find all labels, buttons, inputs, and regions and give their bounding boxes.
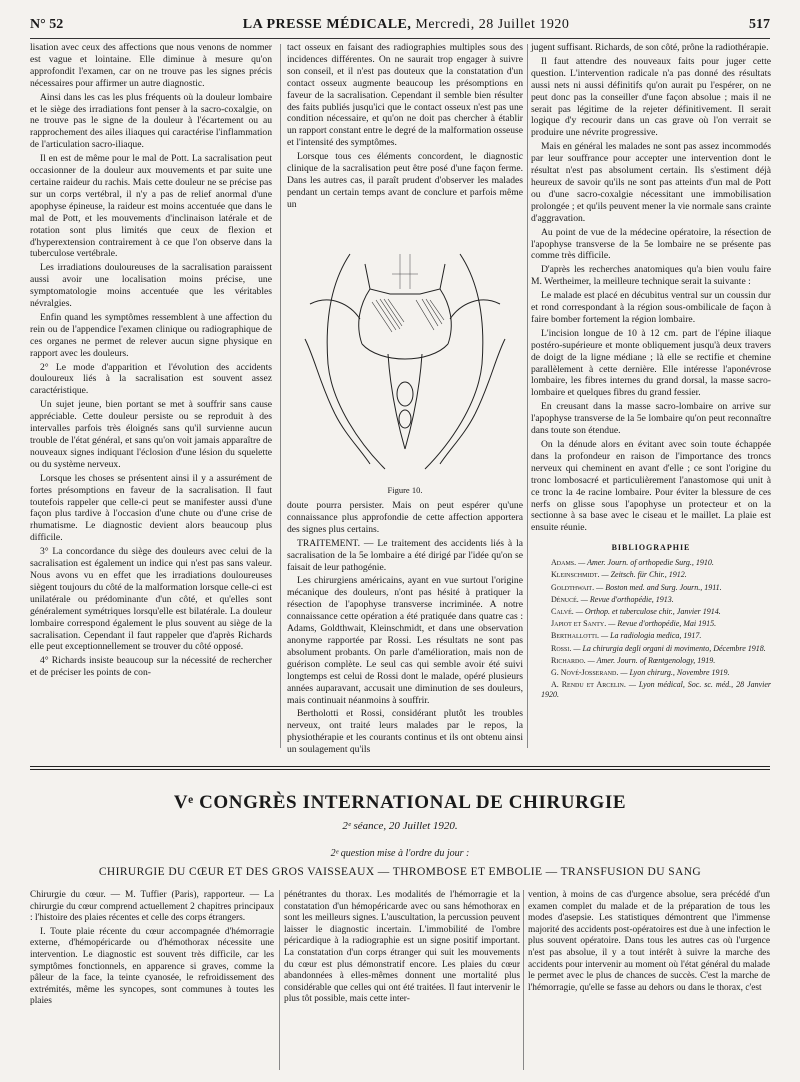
paragraph: pénétrantes du thorax. Les modalités de l'hémorragie et la constatation d'un hémopéricarde avec ou sans hémothorax en sont les meilleurs signes. L'auscultation, la percussion peuvent laisser le diagnostic incertain. L'immobilité de l'ombre péricardique à la radiographie est un signe positif important. La constatation d'un corps étranger qui suit les mouvements du cœur est plus démonstratif encore. Les plaies du cœur abandonnées à elles-mêmes donnent une mortalité plus considérable que celles qui ont été traitées. Il faut intervenir le plus tôt possible, mais cette inter-: [284, 890, 520, 1005]
paragraph: Enfin quand les symptômes ressemblent à une affection du rein ou de l'appendice l'examen clinique ou radiographique de ces organes ne permet de relever aucun signe physique en rapport avec les douleurs.: [30, 311, 272, 359]
issue-number: N° 52: [30, 17, 64, 32]
figure-caption: Figure 10.: [387, 485, 423, 495]
article-column-3: [531, 42, 771, 703]
journal-name: LA PRESSE MÉDICALE,: [242, 17, 412, 32]
bibliography-entry: Dénucé. — Revue d'orthopédie, 1913.: [551, 594, 674, 604]
paragraph: Mais en général les malades ne sont pas assez incommodés par leur souffrance pour accepter une intervention dont le résultat n'est pas absolument certain. Ils s'estiment déjà heureux de savoir qu'ils ne sont pas atteints d'un mal de Pott ou d'une sacro-coxalgie nécessitant une immobilisation prolongée ; et qu'ils peuvent mener la vie normale sans crainte d'aggravation.: [531, 141, 771, 224]
bibliography-entry: G. Nové-Josserand. — Lyon chirurg., Novembre 1919.: [551, 667, 730, 677]
section-rule: [30, 766, 770, 767]
column-divider: [523, 890, 524, 1070]
paragraph: doute pourra persister. Mais on peut espérer qu'une connaissance plus approfondie de cette affection apportera des signes plus certains.: [287, 500, 523, 535]
paragraph: Lorsque les choses se présentent ainsi il y a assurément de fortes présomptions en faveur de la sacralisation. Il faut toutefois rappeler que celle-ci peut se manifester aussi d'une façon plus tardive à l'occasion d'une chute ou d'une crise de rhumatisme. Le diagnostic devient alors beaucoup plus difficile.: [30, 472, 272, 544]
page-number: 517: [749, 17, 770, 32]
paragraph: Les chirurgiens américains, ayant en vue surtout l'origine mécanique des douleurs, n'ont pas hésité à pratiquer la résection de l'apophyse transverse incriminée. A notre connaissance cette opération a été pratiquée dans quatre cas : Adams, Goldthwait, Kleinschmidt, et dans une observation anonyme rapportée par Rossi. Les résultats ne sont pas absolument probants. On parle d'amélioration, mais non de guérison complète. Le seul cas qui semble avoir été suivi longtemps est celui de Rossi dont le malade, opéré plusieurs années auparavant, accusait une diminution de ses douleurs, mais continuait néanmoins à souffrir.: [287, 575, 523, 706]
paragraph: 3° La concordance du siège des douleurs avec celui de la sacralisation est également un indice qui n'est pas sans valeur. Nous avons vu en effet que les irradiations douloureuses siègent toujours du côté de la malformation lorsque celle-ci est unilatérale ou prédominante d'un côté, et qu'elles sont généralement symétriques lorsqu'elle est bilatérale. La douleur lombaire correspond également le plus souvent au siège de la sacralisation. Cependant il faut rappeler que d'après Richards elle peut exceptionnellement se trouver du côté opposé.: [30, 546, 272, 653]
paragraph: tact osseux en faisant des radiographies multiples sous des incidences différentes. On ne saurait trop engager à suivre son conseil, et il n'est pas douteux que la constatation d'un contact osseux augmente beaucoup les présomptions en faveur de la sacralisation. Cependant il semble bien résulter des faits publiés jusqu'ici que le contact osseux n'est pas une condition nécessaire, et qu'on ne doit pas chercher à établir un rapport constant entre le degré de la malformation osseuse et l'intensité des symptômes.: [287, 42, 523, 149]
paragraph: vention, à moins de cas d'urgence absolue, sera précédé d'un examen complet du malade et de la préparation de tous les modes d'asepsie. Les statistiques démontrent que l'immense majorité des accidents post-opératoires est due à une infection le plus souvent opératoire. Dans tous les autres cas où l'urgence n'est pas absolue, il y a tout intérêt à suivre la marche des accidents pour intervenir au moment où l'état général du malade le permet avec le plus de chances de succès. C'est la marche de l'hémorragie, qu'elle se fasse au dehors ou dans le thorax, c'est: [528, 890, 770, 993]
paragraph: On la dénude alors en évitant avec soin toute échappée dans la profondeur en raison de l'importance des troncs nerveux qui cheminent en avant d'elle ; ce sont l'origine du tronc lombosacré et particulièrement l'anastomose qui unit à ce tronc la 4e racine lombaire. Pour éviter la blessure de ces nerfs on glisse sous l'apophyse un protecteur et on la sectionne à sa base avec le ciseau et le maillet. La plaie est ensuite réunie.: [531, 439, 771, 534]
bibliography-entry: Calvé. — Orthop. et tuberculose chir., Janvier 1914.: [551, 606, 721, 616]
bibliography-entry: Richardo. — Amer. Journ. of Rœntgenology, 1919.: [551, 655, 716, 665]
bibliography-entry: Rossi. — La chirurgia degli organi di movimento, Décembre 1918.: [551, 643, 766, 653]
paragraph: I. Toute plaie récente du cœur accompagnée d'hémorragie externe, d'hémopéricarde ou d'hémothorax nécessite une intervention. Le diagnostic est souvent très difficile, car les symptômes fonctionnels, en apparence si graves, comme la pâleur de la face, la teinte cyanosée, le refroidissement des extrémités, même les syncopes, sont communes à toutes les plaies: [30, 926, 274, 1007]
article-column-2-bottom: [287, 500, 523, 758]
agenda-question: 2ᵉ question mise à l'ordre du jour :: [330, 848, 470, 859]
pelvis-xray-figure: [290, 244, 520, 482]
session-date: 2ᵉ séance, 20 Juillet 1920.: [342, 820, 458, 832]
report-column-2: [284, 890, 520, 1008]
section-rule: [30, 769, 770, 770]
paragraph: Les irradiations douloureuses de la sacralisation paraissent aussi avoir une localisation moins précise, une symptomatologie moins accentuée que les véritables névralgies.: [30, 262, 272, 310]
agenda-subject: CHIRURGIE DU CŒUR ET DES GROS VAISSEAUX — THROMBOSE ET EMBOLIE — TRANSFUSION DU SANG: [98, 866, 702, 878]
paragraph: Au point de vue de la médecine opératoire, la résection de l'apophyse transverse de la 5e lombaire ne se présente pas comme très difficile.: [531, 226, 771, 262]
paragraph: Chirurgie du cœur. — M. Tuffier (Paris), rapporteur. — La chirurgie du cœur comprend actuellement 2 chapitres principaux : l'histoire des plaies récentes et celle des corps étrangers.: [30, 890, 274, 924]
column-divider: [280, 44, 281, 748]
bibliography-title: BIBLIOGRAPHIE: [611, 543, 691, 553]
paragraph: TRAITEMENT. — Le traitement des accidents liés à la sacralisation de la 5e lombaire a été dirigé par l'idée qu'on se faisait de leur pathogénie.: [287, 537, 523, 573]
bibliography-entry: Berthallotti. — La radiologia medica, 1917.: [551, 631, 702, 641]
bibliography-entry: Goldthwait. — Boston med. and Surg. Journ., 1911.: [551, 582, 722, 592]
paragraph: D'après les recherches anatomiques qu'a bien voulu faire M. Wertheimer, la meilleure technique serait la suivante :: [531, 264, 771, 288]
paragraph: En creusant dans la masse sacro-lombaire on arrive sur l'apophyse transverse de la 5e lombaire qu'on peut reconnaître dans toute son étendue.: [531, 401, 771, 437]
paragraph: Il faut attendre des nouveaux faits pour juger cette question. L'intervention radicale n'a pas donné des résultats aussi nets ni aussi définitifs qu'on aurait pu l'espérer, on ne peut donc pas la conseiller d'une façon absolue ; mais il ne serait pas légitime de la rejeter définitivement. Il serait logique d'y recourir dans un cas grave où l'on verrait se produire une névrite progressive.: [531, 55, 771, 139]
article-column-2-top: [287, 42, 523, 213]
paragraph: Ainsi dans les cas les plus fréquents où la douleur lombaire et le siège des irradiations font penser à la sacro-coxalgie, on ne trouve pas le signe de la douleur à l'écartement ou au rapprochement des ailes iliaques qui caractérise l'inflammation de l'articulation sacro-iliaque.: [30, 91, 272, 151]
report-column-3: [528, 890, 770, 996]
paragraph: 4° Richards insiste beaucoup sur la nécessité de rechercher et de préciser les points de con-: [30, 655, 272, 679]
report-column-1: [30, 890, 274, 1010]
bibliography-entry: Adams. — Amer. Journ. of orthopedie Surg., 1910.: [551, 558, 714, 568]
congress-title: Vᵉ CONGRÈS INTERNATIONAL DE CHIRURGIE: [173, 792, 627, 813]
bibliography-entry: Kleinschmidt. — Zeitsch. für Chir., 1912.: [551, 570, 687, 580]
bibliography-entry: A. Rendu et Arcelin. — Lyon médical, Soc. sc. méd., 28 Janvier 1920.: [541, 680, 772, 700]
journal-title: [243, 17, 570, 33]
bibliography-entry: Japiot et Santy. — Revue d'orthopédie, Mai 1915.: [551, 619, 717, 629]
column-divider: [279, 890, 280, 1070]
paragraph: jugent suffisant. Richards, de son côté, prône la radiothérapie.: [531, 42, 769, 53]
paragraph: L'incision longue de 10 à 12 cm. part de l'épine iliaque postéro-supérieure et monte obliquement jusqu'à deux travers de doigt de la ligne médiane ; là elle se rectifie et chemine parallèlement à cette dernière. Elle intéresse l'aponévrose lombaire, les fibres internes du grand dorsal, la masse sacro-lombaire et quelques fibres du grand fessier.: [531, 327, 771, 399]
paragraph: Lorsque tous ces éléments concordent, le diagnostic clinique de la sacralisation peut être posé d'une façon ferme. Dans les autres cas, il paraît prudent d'observer les malades pendant un certain temps avant de conclure et parfois même un: [287, 151, 523, 210]
paragraph: Il en est de même pour le mal de Pott. La sacralisation peut occasionner de la douleur aux mouvements et par suite une certaine raideur du rachis. Mais cette douleur ne se précise pas sur un corps vertébral, il n'y a pas de relief anormal d'une apophyse épineuse, la raideur est moins accentuée que dans le mal de Pott, et les mouvements d'inclinaison latérale et de rotation sont plus limités que ceux de flexion et d'hyperextension contrairement à ce que l'on observe dans la tuberculose vertébrale.: [30, 153, 272, 260]
paragraph: Un sujet jeune, bien portant se met à souffrir sans cause appréciable. Cette douleur persiste ou se reproduit à des intervalles parfois très éloignés sans qu'il survienne aucun trouble de l'état général, et sans qu'on voit jamais apparaître de nouveaux signes indiquant l'éclosion d'une lésion du squelette ou du système nerveux.: [30, 399, 272, 470]
paragraph: 2° Le mode d'apparition et l'évolution des accidents douloureux liés à la sacralisation est souvent assez caractéristique.: [30, 361, 272, 397]
paragraph: Le malade est placé en décubitus ventral sur un coussin dur et rond correspondant à la région sous-ombilicale de façon à faire bomber fortement la région lombaire.: [531, 290, 771, 325]
paragraph: Bertholotti et Rossi, considérant plutôt les troubles nerveux, ont traité leurs malades par le repos, la physiothérapie et les courants continus et ils ont obtenu ainsi un soulagement qu'ils: [287, 708, 523, 756]
paragraph: lisation avec ceux des affections que nous venons de nommer est vague et lointaine. Elle diminue à mesure qu'on approfondit l'examen, car on ne trouve pas les signes précis nécessaires pour affirmer un autre diagnostic.: [30, 42, 272, 89]
article-column-1: [30, 42, 272, 681]
column-divider: [527, 44, 528, 748]
bibliography-list: [531, 558, 771, 700]
issue-date: Mercredi, 28 Juillet 1920: [415, 17, 570, 32]
page-header: [30, 14, 770, 39]
